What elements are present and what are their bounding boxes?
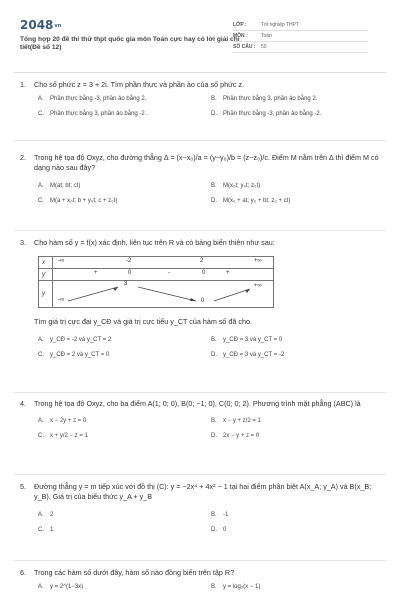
question-divider — [14, 392, 386, 393]
meta-row-class — [233, 20, 368, 31]
meta-row-subject — [233, 31, 368, 42]
option-d[interactable]: D. M(x₀ + at; y₀ + bt; z₀ + ct) — [211, 197, 291, 204]
option-a[interactable]: A. Phần thực bằng -3, phần ảo bằng 2. — [38, 96, 147, 103]
question-options — [38, 418, 384, 439]
header — [14, 14, 386, 64]
option-b[interactable]: B. y_CĐ = 3 và y_CT = 0 — [211, 336, 283, 343]
question-followup: Tìm giá trị cực đại y_CĐ và giá trị cực tiểu y_CT của hàm số đã cho. — [34, 317, 253, 327]
meta-value: Tốt nghiệp THPT — [261, 22, 299, 28]
option-a[interactable]: A. x − 2y + z = 0 — [38, 418, 87, 425]
meta-box — [233, 20, 368, 53]
yprime-value: 0 — [202, 270, 206, 277]
option-c[interactable]: C. M(a + x₀t; b + y₀t; c + z₀t) — [38, 197, 118, 204]
brand-suffix: vn — [54, 22, 62, 29]
question-stem: Cho hàm số y = f(x) xác định, liên tục trên R và có bảng biến thiên như sau: — [34, 238, 275, 247]
option-d[interactable]: D. 2x − y + z = 0 — [211, 433, 260, 440]
question-number: 5. — [20, 482, 26, 491]
question-5 — [20, 482, 384, 533]
question-stem: Cho số phức z = 3 + 2i. Tìm phần thực và phần ảo của số phức z. — [34, 80, 245, 89]
yprime-values-cell — [53, 269, 274, 281]
yprime-value: 0 — [128, 270, 132, 277]
arrow-up — [68, 287, 118, 301]
question-4 — [20, 399, 384, 439]
option-a[interactable]: A. y_CĐ = -2 và y_CT = 2 — [38, 336, 112, 343]
table-row-y — [39, 281, 274, 308]
y-values-cell — [53, 281, 274, 308]
option-a[interactable]: A. M(at; bt; ct) — [38, 182, 81, 189]
option-b[interactable]: B. -1 — [211, 511, 229, 518]
brand-logo[interactable] — [20, 18, 61, 32]
question-stem: Đường thẳng y = m tiếp xúc với đồ thị (C): y = −2x⁴ + 4x² − 1 tại hai điểm phân biệt A(x_A; y_A) và B(x_B; y_B). Giá trị của biểu thức y_A + y_B — [34, 482, 372, 502]
yprime-sign: + — [94, 270, 98, 277]
question-options — [38, 584, 384, 590]
option-b[interactable]: B. M(x₀t; y₀t; z₀t) — [211, 182, 261, 189]
question-6 — [20, 568, 384, 590]
option-c[interactable]: C. x + y/2 − z = 1 — [38, 433, 88, 440]
arrowhead — [113, 287, 118, 291]
meta-label: SỐ CÂU : — [233, 44, 256, 50]
question-options — [38, 337, 384, 358]
question-1 — [20, 80, 384, 117]
yprime-sign: + — [226, 270, 230, 277]
question-stem: Trong các hàm số dưới đây, hàm số nào đồng biến trên tập R? — [34, 568, 235, 577]
meta-row-count — [233, 42, 368, 53]
option-c[interactable]: C. y_CĐ = 2 và y_CT = 0 — [38, 351, 110, 358]
option-d[interactable]: D. Phần thực bằng -3, phần ảo bằng -2. — [211, 111, 322, 118]
x-value: 2 — [200, 258, 204, 265]
meta-value: 50 — [261, 44, 267, 50]
option-c[interactable]: C. 1 — [38, 526, 54, 533]
question-divider — [14, 474, 386, 475]
header-divider — [14, 72, 386, 73]
question-stem: Trong hệ tọa độ Oxyz, cho ba điểm A(1; 0; 0), B(0; −1; 0), C(0; 0; 2). Phương trình mặt phẳng (ABC) là — [34, 399, 361, 408]
document-title: Tổng hợp 20 đề thi thử thpt quốc gia môn Toán cực hay có lời giải chi tiết(Đề số 12) — [20, 36, 240, 52]
meta-label: MÔN : — [233, 33, 248, 39]
y-value: -∞ — [58, 297, 65, 304]
arrow-down — [138, 287, 196, 301]
question-3 — [20, 238, 384, 358]
question-number: 4. — [20, 399, 26, 408]
question-2 — [20, 153, 384, 204]
row-label: y' — [39, 269, 53, 281]
question-options — [38, 512, 384, 533]
meta-label: LỚP : — [233, 22, 247, 28]
option-c[interactable]: C. Phần thực bằng 3, phần ảo bằng -2 . — [38, 111, 149, 118]
table-row-yprime — [39, 269, 274, 281]
x-value: -2 — [126, 258, 132, 265]
question-number: 3. — [20, 238, 26, 247]
arrow-up — [214, 289, 250, 301]
brand-name: 2048 — [20, 18, 54, 32]
row-label: x — [39, 257, 53, 269]
meta-value: Toán — [261, 33, 272, 39]
x-value: +∞ — [254, 258, 262, 265]
question-divider — [14, 230, 386, 231]
question-divider — [14, 140, 386, 141]
x-value: -∞ — [58, 258, 65, 265]
option-d[interactable]: D. y_CĐ = 3 và y_CT = -2 — [211, 351, 285, 358]
question-divider — [14, 560, 386, 561]
row-label: y — [39, 281, 53, 308]
option-a[interactable]: A. y = 2^(1−3x) — [38, 584, 84, 591]
arrowhead — [190, 298, 196, 301]
y-value: 0 — [201, 298, 205, 305]
question-number: 2. — [20, 153, 26, 162]
question-number: 6. — [20, 568, 26, 577]
option-b[interactable]: B. Phần thực bằng 3, phần ảo bằng 2. — [211, 96, 318, 103]
arrowhead — [245, 289, 250, 293]
option-a[interactable]: A. 2 — [38, 511, 54, 518]
variation-arrows — [56, 281, 268, 307]
question-stem: Trong hệ tọa độ Oxyz, cho đường thẳng Δ = (x−x₀)/a = (y−y₀)/b = (z−z₀)/c. Điểm M nằm trên Δ thì điểm M có dạng nào sau đây? — [34, 153, 379, 173]
option-d[interactable]: D. 0 — [211, 526, 227, 533]
question-options — [38, 96, 384, 117]
question-options — [38, 183, 384, 204]
y-value: 3 — [124, 281, 128, 288]
option-b[interactable]: B. y = log₂(x − 1) — [211, 584, 261, 591]
question-number: 1. — [20, 80, 26, 89]
option-b[interactable]: B. x − y + z/2 = 1 — [211, 418, 261, 425]
x-values-cell — [53, 257, 274, 269]
table-row-x — [39, 257, 274, 269]
variation-table — [38, 256, 274, 308]
y-value: +∞ — [254, 283, 262, 290]
yprime-sign: - — [168, 270, 170, 277]
